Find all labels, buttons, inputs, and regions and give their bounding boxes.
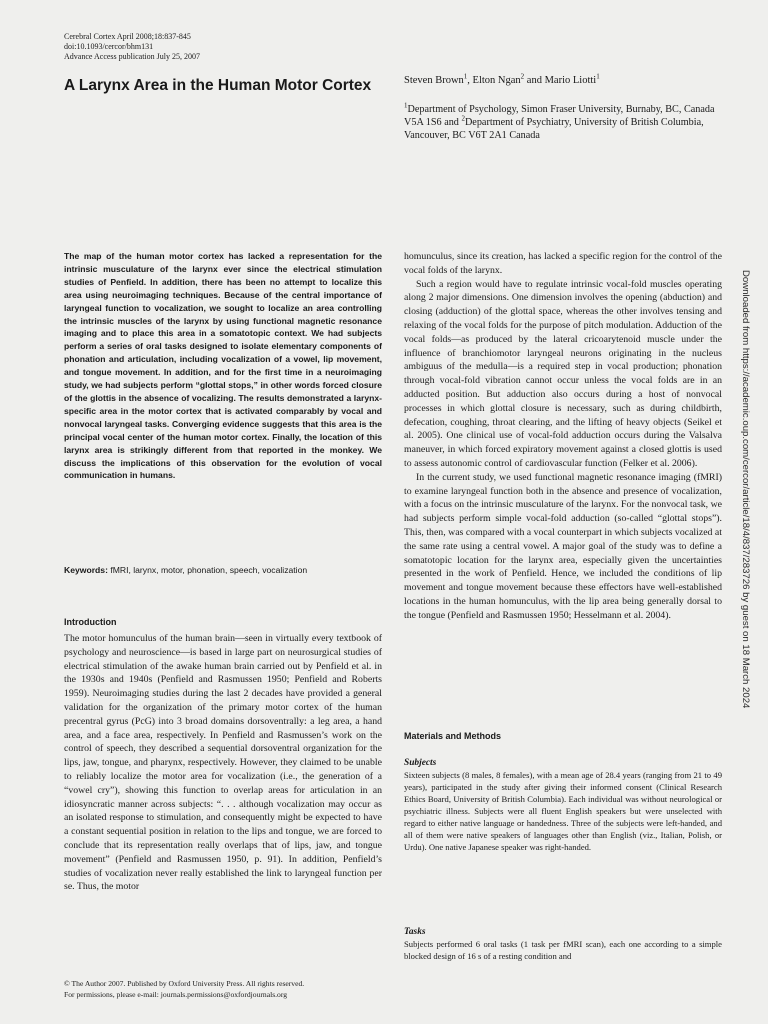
author-affil-marker: 1 bbox=[463, 72, 468, 81]
abstract: The map of the human motor cortex has lacked a representation for the intrinsic musculature of the larynx ever since the electrical stimulation studies of Penfield. In addition, there has been no attempt to localize this area using neuroimaging techniques. Because of the central importance of laryngeal function to vocalization, we sought to localize an area controlling the intrinsic muscles of the larynx by using functional magnetic resonance imaging and to place this area in a somatotopic context. We had subjects perform a series of oral tasks designed to isolate elementary components of phonation and articulation, including vocalization of a vowel, lip movement, and tongue movement. In addition, and for the first time in a neuroimaging study, we had subjects perform “glottal stops,” in other words forced closure of the glottis in the absence of vocalizing. The results demonstrated a larynx-specific area in the motor cortex that is activated comparably by vocal and nonvocal laryngeal tasks. Converging evidence suggests that this area is the principal vocal center of the human motor cortex. Finally, the location of this larynx area is strikingly different from that reported in the monkey. We discuss the implications of this observation for the evolution of vocal communication in humans. bbox=[64, 251, 382, 481]
introduction-heading: Introduction bbox=[64, 617, 117, 627]
author-name: Elton Ngan bbox=[472, 75, 521, 86]
tasks-section bbox=[404, 926, 722, 962]
keywords bbox=[64, 564, 382, 576]
author-list: Steven Brown$^1$, Elton Ngan$^2$ and Mario Liotti$^1$ bbox=[404, 72, 600, 86]
author-affil-marker: 2 bbox=[520, 72, 525, 81]
affiliation-text: Department of Psychiatry, University of British Columbia, Vancouver, BC V6T 2A1 Canada bbox=[404, 117, 704, 142]
subjects-text: Sixteen subjects (8 males, 8 females), with a mean age of 28.4 years (ranging from 21 to 49 years), participated in the study after giving their informed consent (Clinical Research Ethics Board, University of British Columbia). Each individual was without neurological or psychiatric illness. Subjects were all fluent English speakers but were unselected with regard to either native language or handedness. Three of the subjects were left-handed, and all of them were native speakers of languages other than English (viz., Italian, Polish, or Urdu). One native Japanese speaker was right-handed. bbox=[404, 770, 722, 852]
subjects-heading: Subjects bbox=[404, 758, 437, 768]
permissions-line: For permissions, please e-mail: journals.permissions@oxfordjournals.org bbox=[64, 990, 288, 999]
keywords-label: Keywords: bbox=[64, 565, 108, 575]
tasks-text: Subjects performed 6 oral tasks (1 task per fMRI scan), each one according to a simple blocked design of 16 s of a resting condition and bbox=[404, 939, 722, 961]
tasks-heading: Tasks bbox=[404, 927, 426, 937]
author-affil-marker: 1 bbox=[596, 72, 600, 81]
paragraph: Such a region would have to regulate intrinsic vocal-fold muscles operating along 2 major dimensions. One dimension involves the opening (abduction) and closing (adduction) of the glottal space, whereas the other involves tensing and relaxing of the vocal folds for the purpose of pitch modulation. Adduction of the vocal folds—as produced by the lateral cricoarytenoid muscle under the influence of branchiomotor laryngeal neurons originating in the nucleus ambiguus of the medulla—is a required step in vocal production; phonation through vocal-fold vibration cannot occur unless the vocal folds are in an adducted position. But adduction also occurs during a host of nonvocal processes in which glottal closure is necessary, such as during childbirth, defecation, coughing, throat clearing, and the lifting of heavy objects (Seikel et al. 2005). One clinical use of vocal-fold adduction occurs during the Valsalva maneuver, in which forced expiratory movement against a closed glottis is used to assess autonomic control of cardiovascular function (Felker et al. 2006). bbox=[404, 278, 722, 469]
doi: doi:10.1093/cercor/bhm131 bbox=[64, 42, 154, 51]
author-conjunction: and bbox=[526, 75, 542, 86]
author-name: Mario Liotti bbox=[544, 75, 597, 86]
introduction-text: The motor homunculus of the human brain—seen in virtually every textbook of psychology and neuroscience—is based in large part on neurosurgical studies of electrical stimulation of the awake human brain carried out by Penfield et al. in the 1930s and 1940s (Penfield and Rasmussen 1950; Penfield and Roberts 1959). Neuroimaging studies during the last 2 decades have provided a general validation for the organization of the primary motor cortex of the human precentral gyrus (PcG) into 3 broad domains dorsoventrally: a leg area, a hand area, and a face area, respectively. In Penfield and Rasmussen’s work on the control of speech, they described a sequential dorsoventral organization for the lips, jaw, tongue, and pharynx, respectively. However, they claimed to be unable to reliably localize the motor area for vocalization (i.e., the generation of a “vowel cry”), showing this function to overlap areas for articulation in an idiosyncratic manner across subjects: “. . . although vocalization may occur as an isolated response to stimulation, and consequently might be expected to have a constant sequential position in relation to the lips and tongue, we are forced to conclude that its representation really overlaps that of lips, jaw, and tongue movement” (Penfield and Rasmussen 1950, p. 91). In addition, Penfield’s studies of vocalization never really established the link to laryngeal function per se. Thus, the motor bbox=[64, 633, 382, 893]
affil-marker: 2 bbox=[461, 114, 465, 123]
journal-citation: Cerebral Cortex April 2008;18:837-845 bbox=[64, 32, 191, 41]
copyright-line: © The Author 2007. Published by Oxford University Press. All rights reserved. bbox=[64, 979, 305, 988]
download-watermark: Downloaded from https://academic.oup.com/cercor/article/18/4/837/283726 by guest on 18 March 2024 bbox=[740, 270, 751, 709]
affiliation-text: Department of Psychology, Simon Fraser University, Burnaby, BC, Canada V5A 1S6 and bbox=[404, 104, 715, 129]
affiliations bbox=[404, 103, 724, 143]
article-title: A Larynx Area in the Human Motor Cortex bbox=[64, 77, 372, 94]
author-name: Steven Brown bbox=[404, 75, 464, 86]
subjects-section bbox=[404, 757, 722, 853]
publication-date: Advance Access publication July 25, 2007 bbox=[64, 52, 200, 61]
keywords-list: fMRI, larynx, motor, phonation, speech, vocalization bbox=[110, 565, 308, 575]
affil-marker: 1 bbox=[404, 101, 408, 110]
right-column-text bbox=[404, 250, 722, 623]
methods-heading: Materials and Methods bbox=[404, 731, 502, 741]
journal-metadata bbox=[64, 32, 364, 62]
paragraph: homunculus, since its creation, has lacked a specific region for the control of the vocal folds of the larynx. bbox=[404, 251, 722, 276]
copyright-footer bbox=[64, 978, 394, 1000]
paragraph: In the current study, we used functional magnetic resonance imaging (fMRI) to examine laryngeal function both in the absence and presence of vocalization, with a focus on the intrinsic musculature of the larynx. For the nonvocal task, we had subjects perform simple vocal-fold adduction (so-called “glottal stops”). This, then, was compared with a vocal counterpart in which subjects vocalized at the same rate using a central vowel. A major goal of the study was to define a somatotopic location for the larynx area, especially given the uncertainties presented in the work of Penfield. Hence, we included the conditions of lip movement and tongue movement because these effectors have well-established locations in the human homunculus, with the lip area being generally dorsal to the tongue (Penfield and Rasmussen 1950; Hesselmann et al. 2004). bbox=[404, 471, 722, 621]
